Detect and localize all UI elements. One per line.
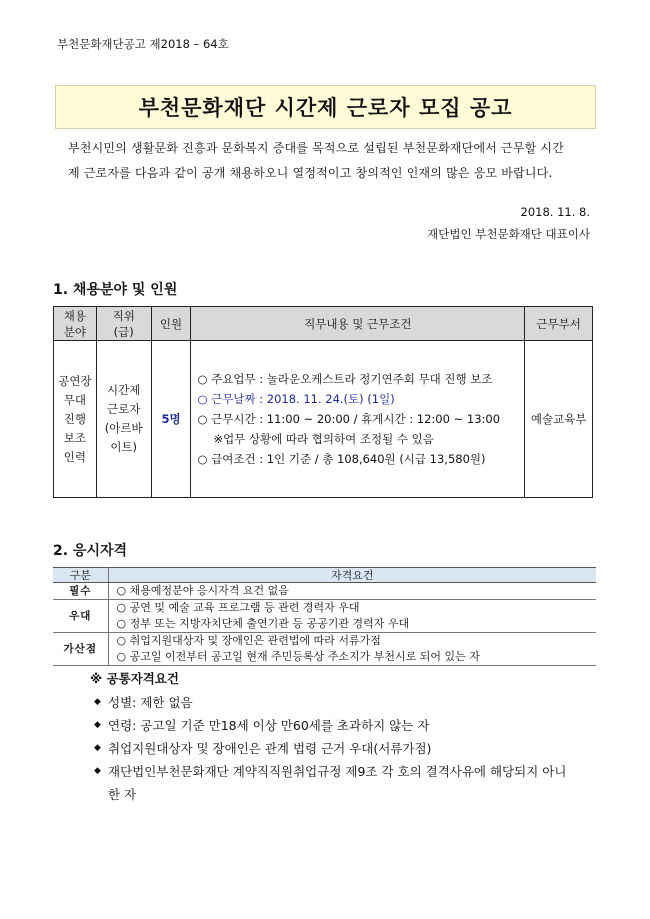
row-value	[108, 583, 596, 600]
section-title: 2. 응시자격	[53, 543, 128, 559]
issuer: 재단법인 부천문화재단 대표이사	[427, 227, 590, 241]
common-list	[94, 691, 578, 806]
count-cell: 5명	[151, 341, 191, 498]
duty-line: ○ 주요업무 : 놀라운오케스트라 정기연주회 무대 진행 보조	[197, 372, 493, 386]
requirement-item: ○ 채용예정분야 응시자격 요건 없음	[116, 584, 289, 597]
recruitment-table	[53, 306, 593, 498]
row-label: 필수	[53, 583, 108, 600]
duty-line: ○ 근무시간 : 11:00 ~ 20:00 / 휴게시간 : 12:00 ~ 13:00	[197, 412, 501, 426]
requirement-item: ○ 취업지원대상자 및 장애인은 관련법에 따라 서류가점	[116, 634, 381, 647]
row-label: 가산점	[53, 633, 108, 666]
table-row	[53, 600, 596, 633]
table-row	[53, 583, 596, 600]
duty-line: ○ 근무날짜 : 2018. 11. 24.(토) (1일)	[197, 392, 395, 406]
header-position: 직위 (급)	[96, 307, 151, 341]
requirement-item: ○ 정부 또는 지방자치단체 출연기관 등 공공기관 경력자 우대	[116, 617, 410, 630]
list-item: ◆ 취업지원대상자 및 장애인은 관계 법령 근거 우대(서류가점)	[94, 737, 578, 760]
row-value	[108, 600, 596, 633]
common-title: ※ 공통자격요건	[90, 671, 179, 686]
section-title: 1. 채용분야 및 인원	[53, 282, 178, 298]
position-cell: 시간제 근로자 (아르바 이트)	[96, 341, 151, 498]
list-item: ◆ 연령: 공고일 기준 만18세 이상 만60세를 초과하지 않는 자	[94, 714, 578, 737]
field-cell: 공연장 무대 진행 보조 인력	[54, 341, 97, 498]
duty-line: ○ 급여조건 : 1인 기준 / 총 108,640원 (시급 13,580원)	[197, 452, 486, 466]
header-count: 인원	[151, 307, 191, 341]
header-category: 구분	[53, 568, 108, 583]
doc-number: 부천문화재단공고 제2018 – 64호	[57, 37, 229, 51]
list-item: ◆ 성별: 제한 없음	[94, 691, 578, 714]
intro-line: 제 근로자를 다음과 같이 공개 채용하오니 열정적이고 창의적인 인재의 많은 응모 바랍니다.	[68, 166, 553, 180]
list-item: ◆ 재단법인부천문화재단 계약직직원취업규정 제9조 각 호의 결격사유에 해당되지 아니한 자	[94, 760, 578, 806]
duties-cell	[191, 341, 525, 498]
header-department: 근무부서	[525, 307, 593, 341]
requirement-item: ○ 공연 및 예술 교육 프로그램 등 관련 경력자 우대	[116, 601, 360, 614]
diamond-bullet-icon: ◆	[94, 697, 101, 707]
announcement-date: 2018. 11. 8.	[520, 205, 590, 219]
requirement-item: ○ 공고일 이전부터 공고일 현재 주민등록상 주소지가 부천시로 되어 있는 자	[116, 650, 480, 663]
header-duties: 직무내용 및 근무조건	[191, 307, 525, 341]
duty-note: ※업무 상황에 따라 협의하여 조정될 수 있음	[213, 432, 434, 446]
department-cell: 예술교육부	[525, 341, 593, 498]
header-requirements: 자격요건	[108, 568, 596, 583]
diamond-bullet-icon: ◆	[94, 720, 101, 730]
common-requirements	[90, 669, 578, 806]
row-value	[108, 633, 596, 666]
page-title: 부천문화재단 시간제 근로자 모집 공고	[55, 85, 596, 129]
qualification-table	[53, 567, 596, 666]
intro-line: 부천시민의 생활문화 진흥과 문화복지 증대를 목적으로 설립된 부천문화재단에서 근무할 시간	[68, 141, 565, 155]
intro-paragraph	[68, 136, 598, 186]
row-label: 우대	[53, 600, 108, 633]
diamond-bullet-icon: ◆	[94, 743, 101, 753]
header-field: 채용 분야	[54, 307, 97, 341]
table-row	[53, 633, 596, 666]
diamond-bullet-icon: ◆	[94, 766, 101, 776]
